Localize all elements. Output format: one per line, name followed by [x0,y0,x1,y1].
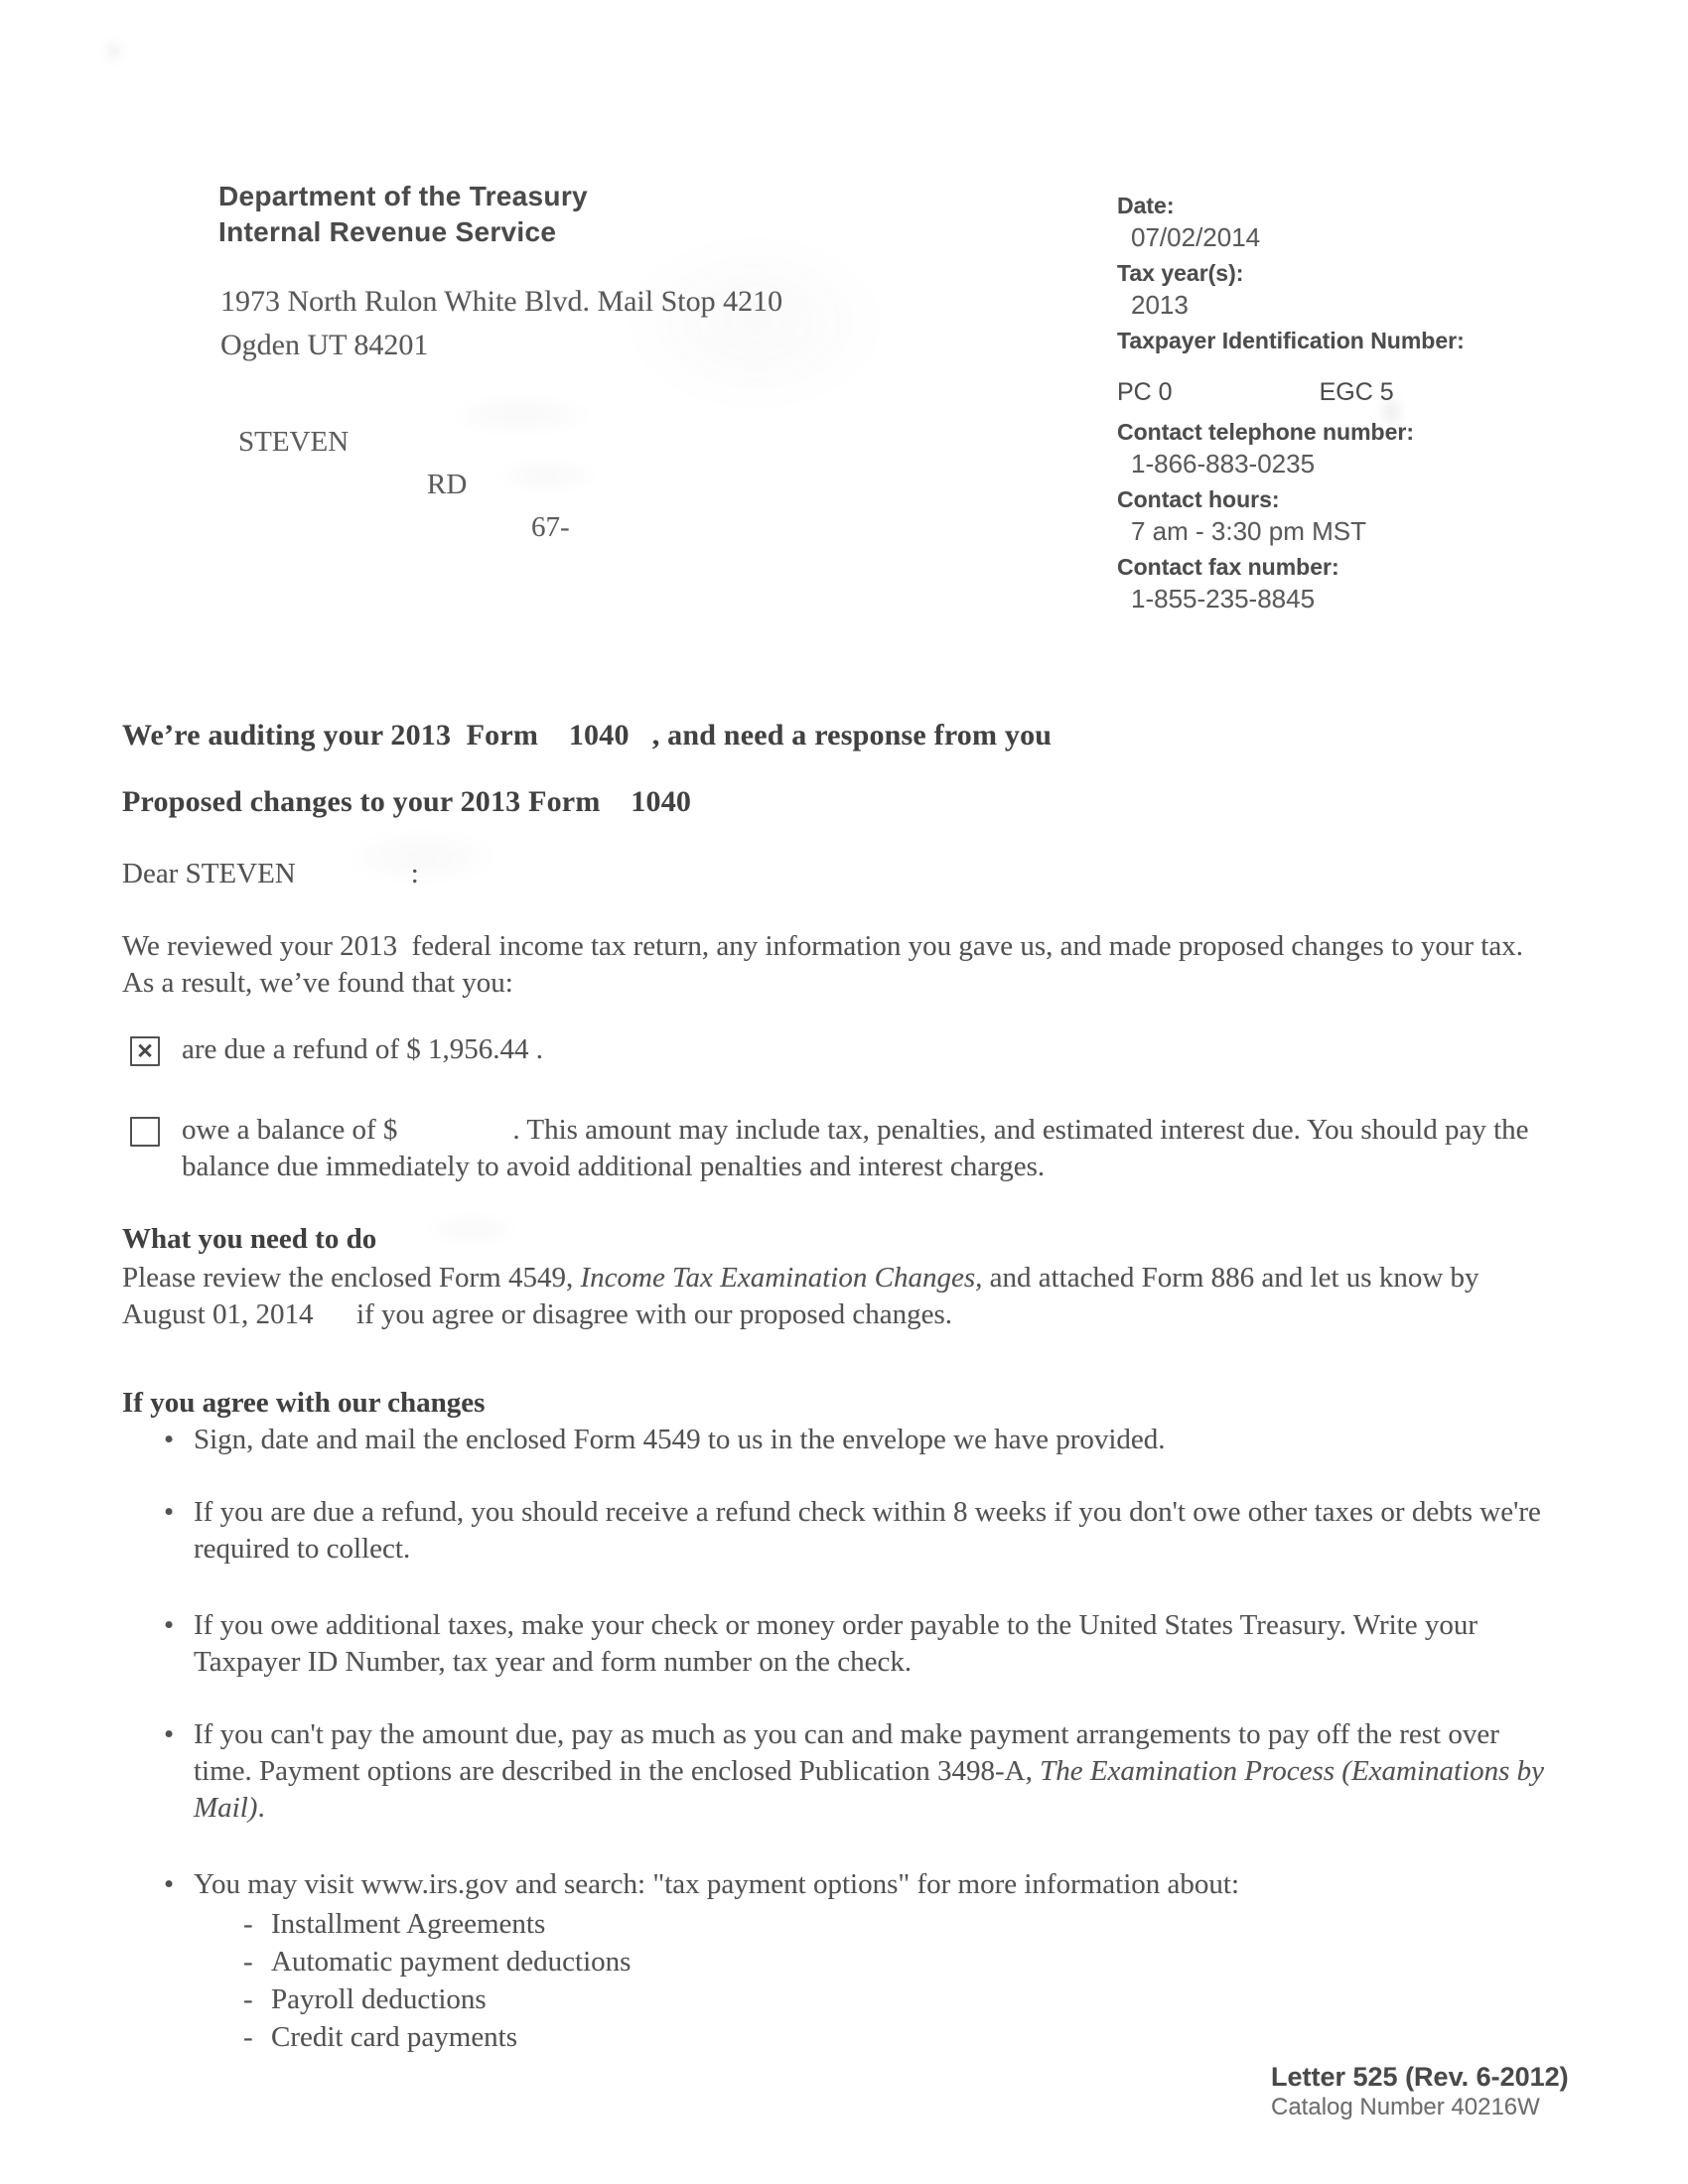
payment-options-sublist [194,1905,1559,2056]
egc-code: EGC 5 [1319,378,1394,406]
phone-value: 1-866-883-0235 [1131,449,1316,478]
hours-label: Contact hours: [1117,486,1280,512]
balance-option-text: owe a balance of $ . This amount may include tax, penalties, and estimated interest due. You should pay the balance due immediately to avoid additional penalties and interest charges. [182,1114,1536,1182]
fax-label: Contact fax number: [1117,554,1339,580]
bullet-visit-irs-gov [122,1866,1559,2056]
bullet-marker: • [164,1424,175,1455]
review-text-italic: Income Tax Examination Changes, [580,1262,983,1294]
sender-address [220,280,782,367]
recipient-name: STEVEN [238,426,350,458]
review-text-post: and attached Form 886 and let us know by August 01, 2014 if you agree or disagree with our proposed changes. [122,1262,1492,1330]
balance-option-row [122,1112,1559,1185]
catalog-number: Catalog Number 40216W [1271,2094,1540,2120]
tax-year-label: Tax year(s): [1117,260,1244,286]
dash-marker: - [243,1983,253,2015]
recipient-street-fragment: RD [427,469,468,500]
bullet-marker: • [164,1496,175,1528]
checkbox-x-mark: ✕ [136,1039,154,1063]
balance-checkbox [130,1117,160,1147]
review-paragraph [122,1260,1559,1333]
agree-bullet-list [122,1422,1559,2056]
sub-item-text: Installment Agreements [271,1908,546,1940]
sub-item-text: Automatic payment deductions [271,1946,632,1978]
letter-number: Letter 525 (Rev. 6-2012) [1271,2062,1569,2092]
date-label: Date: [1117,193,1175,218]
refund-option-text: are due a refund of $ 1,956.44 . [182,1033,543,1065]
sender-street: 1973 North Rulon White Blvd. Mail Stop 4210 [220,285,783,318]
review-text-pre: Please review the enclosed Form 4549, [122,1262,581,1294]
sub-item-installment [194,1905,1559,1943]
phone-label: Contact telephone number: [1117,419,1415,445]
bullet-text: If you owe additional taxes, make your check or money order payable to the United States Treasury. Write your Taxpayer ID Number, tax year and form number on the check. [194,1609,1484,1678]
bullet-owe-taxes [122,1607,1559,1681]
bullet-marker: • [164,1868,175,1900]
bullet-text [194,1866,1559,2056]
agency-line-2: Internal Revenue Service [218,216,557,247]
tax-year-value: 2013 [1131,290,1189,320]
agency-line-1: Department of the Treasury [218,181,588,211]
date-value: 07/02/2014 [1131,222,1261,252]
visit-text: You may visit www.irs.gov and search: "tax payment options" for more information about: [194,1868,1240,1900]
subject-line-2: Proposed changes to your 2013 Form 1040 [122,785,692,818]
salutation: Dear STEVEN : [122,858,419,889]
sender-city: Ogden UT 84201 [220,329,429,361]
letter-body [122,717,1559,2056]
bullet-marker: • [164,1609,175,1641]
bullet-text-post: . [257,1792,265,1824]
dash-marker: - [243,1946,253,1978]
letter-footer [1271,2061,1569,2122]
recipient-zip-fragment: 67- [531,511,570,543]
bullet-text-italic: The Examination Process (Examinations by Mail) [194,1755,1552,1824]
sub-item-automatic [194,1943,1559,1980]
sub-item-credit-card [194,2018,1559,2056]
bullet-text: If you are due a refund, you should receive a refund check within 8 weeks if you don't owe other taxes or debts we're required to collect. [194,1496,1549,1565]
bullet-refund-check [122,1494,1559,1568]
tin-label: Taxpayer Identification Number: [1117,328,1465,353]
refund-option-row [122,1031,1559,1068]
scan-artifact [103,40,125,62]
bullet-text [194,1716,1559,1827]
subject-line-1: We’re auditing your 2013 Form 1040 , and need a response from you [122,719,1053,751]
letter-meta [1117,193,1584,621]
pc-code: PC 0 [1117,378,1173,406]
fax-value: 1-855-235-8845 [1131,584,1316,614]
sub-item-payroll [194,1980,1559,2018]
refund-checkbox [130,1036,160,1066]
bullet-marker: • [164,1718,175,1750]
bullet-text: Sign, date and mail the enclosed Form 4549 to us in the envelope we have provided. [194,1424,1166,1455]
dash-marker: - [243,1908,253,1940]
bullet-text-pre: If you can't pay the amount due, pay as much as you can and make payment arrangements to pay off the rest over time. Payment options are described in the enclosed Publication 3498-A, [194,1718,1507,1787]
intro-paragraph: We reviewed your 2013 federal income tax return, any information you gave us, and made proposed changes to your tax. As a result, we’ve found that you: [122,930,1529,999]
if-you-agree-heading: If you agree with our changes [122,1387,486,1419]
recipient-address [238,421,570,549]
sub-item-text: Credit card payments [271,2021,518,2053]
what-you-need-heading: What you need to do [122,1223,377,1255]
hours-value: 7 am - 3:30 pm MST [1131,516,1366,546]
sender-agency [218,179,588,250]
dash-marker: - [243,2021,253,2053]
bullet-payment-arrangements [122,1716,1559,1827]
bullet-sign-and-mail [122,1422,1559,1458]
sub-item-text: Payroll deductions [271,1983,487,2015]
